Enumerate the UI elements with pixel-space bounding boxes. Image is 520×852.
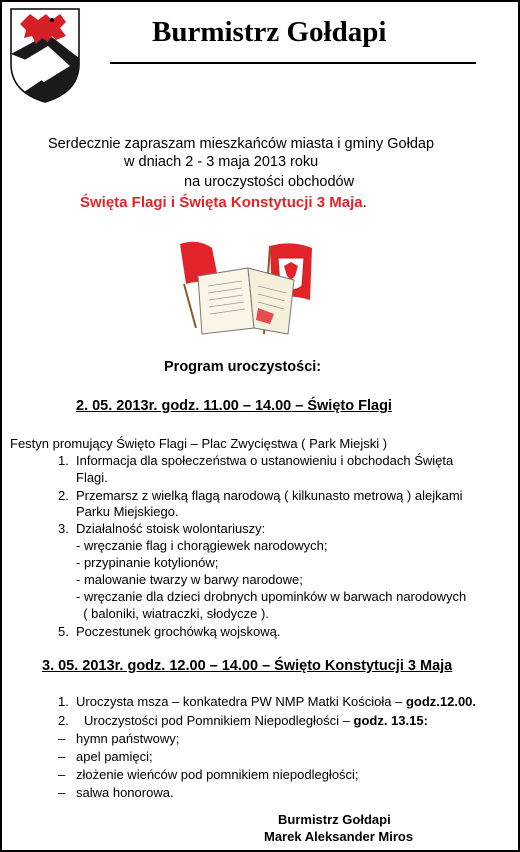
flags-and-constitution-book-illustration: [178, 238, 318, 336]
holiday-period: .: [362, 194, 367, 211]
day1-intro: Festyn promujący Święto Flagi – Plac Zwycięstwa ( Park Miejski ): [10, 436, 388, 451]
day2-item-1-time: godz.12.00.: [405, 694, 477, 709]
day2-item-1-text: Uroczysta msza – konkatedra PW NMP Matki Kościoła –: [76, 694, 406, 709]
signature-name: Marek Aleksander Miros: [264, 829, 414, 844]
day1-subitem: - wręczanie dla dzieci drobnych upominków w barwach narodowych: [76, 589, 467, 604]
coat-of-arms-eagle-icon: [8, 6, 82, 104]
day2-dash-item: apel pamięci;: [76, 749, 153, 764]
day2-item-2: [84, 713, 428, 728]
day1-item-5-text: Poczestunek grochówką wojskową.: [76, 624, 281, 639]
day2-item-2-text: Uroczystości pod Pomnikiem Niepodległości –: [84, 713, 354, 728]
day1-item-2-number: 2.: [58, 488, 69, 503]
day1-item-3-number: 3.: [58, 521, 69, 536]
day1-subitem: ( baloniki, wiatraczki, słodycze ).: [76, 606, 269, 621]
invitation-line-1: Serdecznie zapraszam mieszkańców miasta i gminy Gołdap: [48, 136, 435, 152]
day2-item-1: [76, 694, 476, 709]
invitation-line-3: na uroczystości obchodów: [184, 174, 355, 190]
day1-subitem: - malowanie twarzy w barwy narodowe;: [76, 572, 303, 587]
invitation-highlight: [80, 194, 367, 211]
day1-item-5-number: 5.: [58, 624, 69, 639]
day1-item-1-number: 1.: [58, 453, 69, 468]
invitation-line-2: w dniach 2 - 3 maja 2013 roku: [124, 154, 319, 170]
dash-bullet: –: [58, 785, 66, 800]
day2-item-2-time: godz. 13.15:: [353, 713, 428, 728]
day2-title: 3. 05. 2013r. godz. 12.00 – 14.00 – Święto Konstytucji 3 Maja: [42, 658, 453, 674]
day2-item-2-number: 2.: [58, 713, 69, 728]
day1-item-2-line-2: Parku Miejskiego.: [76, 504, 179, 519]
day2-item-1-number: 1.: [58, 694, 69, 709]
day1-item-1-line-1: Informacja dla społeczeństwa o ustanowieniu i obchodach Święta: [76, 453, 454, 468]
day1-item-2-line-1: Przemarsz z wielką flagą narodową ( kilkunasto metrową ) alejkami: [76, 488, 463, 503]
day2-dash-item: salwa honorowa.: [76, 785, 174, 800]
dash-bullet: –: [58, 731, 66, 746]
program-heading: Program uroczystości:: [164, 359, 322, 375]
day2-dash-item: hymn państwowy;: [76, 731, 180, 746]
dash-bullet: –: [58, 767, 66, 782]
day1-item-3-line-1: Działalność stoisk wolontariuszy:: [76, 521, 266, 536]
day1-title: 2. 05. 2013r. godz. 11.00 – 14.00 – Święto Flagi: [76, 398, 392, 414]
day1-item-1-line-2: Flagi.: [76, 470, 108, 485]
title-underline: [110, 62, 476, 64]
day1-subitem: - wręczanie flag i chorągiewek narodowych;: [76, 538, 328, 553]
day1-subitem: - przypinanie kotylionów;: [76, 555, 219, 570]
dash-bullet: –: [58, 749, 66, 764]
holiday-names: Święta Flagi i Święta Konstytucji 3 Maja: [80, 194, 363, 211]
page-title: Burmistrz Gołdapi: [152, 16, 387, 48]
day2-dash-item: złożenie wieńców pod pomnikiem niepodległości;: [76, 767, 359, 782]
signature-title: Burmistrz Gołdapi: [278, 812, 391, 827]
